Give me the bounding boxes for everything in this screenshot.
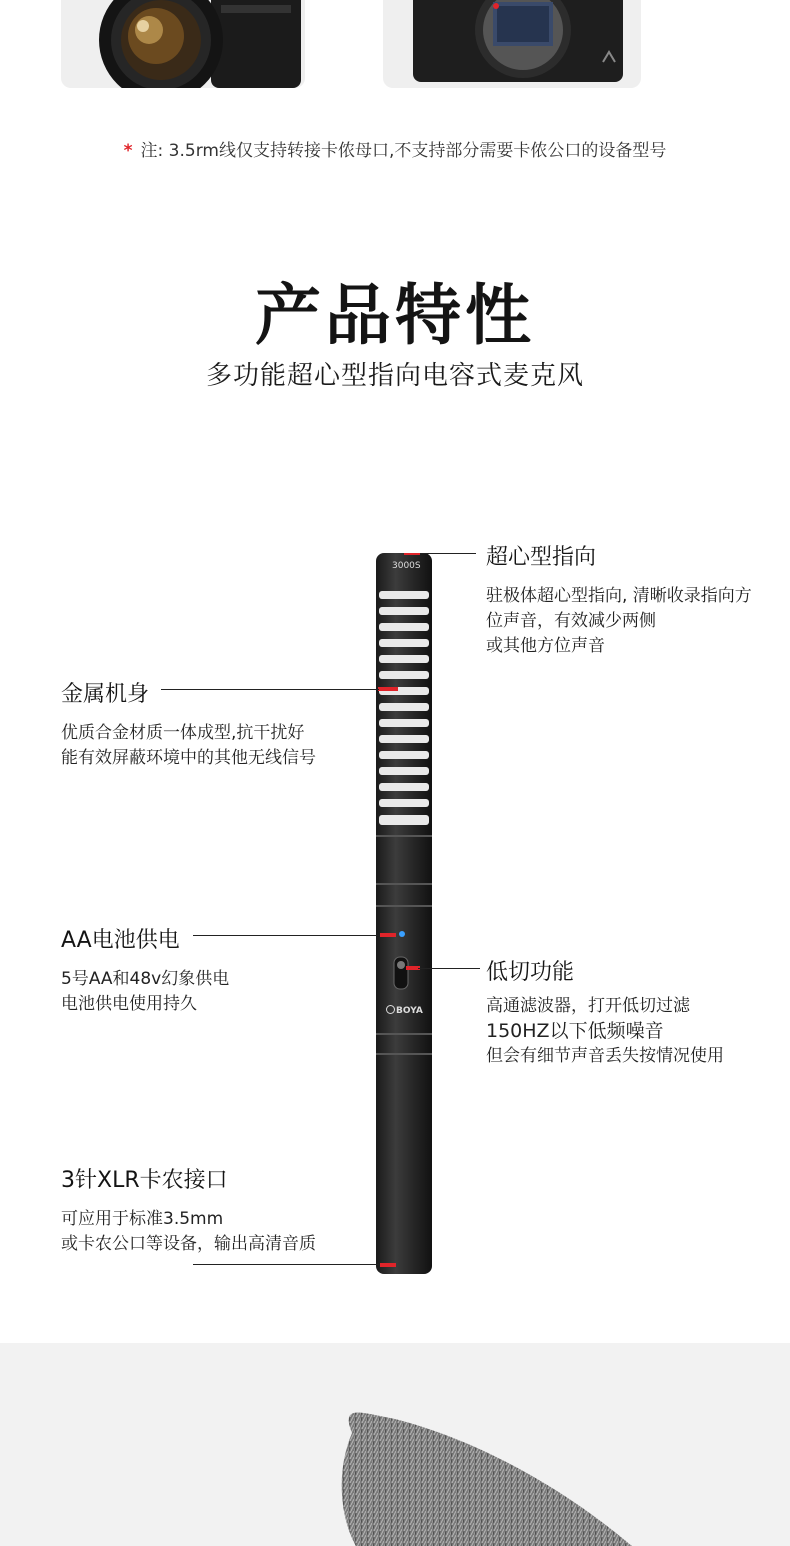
feature-desc-line: 5号AA和48v幻象供电 [61, 969, 230, 989]
windscreen-image-section [0, 1343, 790, 1546]
note-text: 注: 3.5rm线仅支持转接卡侬母口,不支持部分需要卡侬公口的设备型号 [140, 141, 667, 161]
camera-image-mirrorless [383, 0, 641, 88]
camera-image-dslr [61, 0, 305, 88]
shotgun-microphone-image [376, 553, 432, 1274]
feature-title-body: 金属机身 [61, 682, 150, 707]
mic-model-label: 3000S [392, 561, 421, 571]
feature-desc-lowcut [486, 994, 724, 1069]
callout-line-lowcut [418, 968, 480, 969]
feature-title-battery: AA电池供电 [61, 928, 180, 953]
feature-title-xlr: 3针XLR卡农接口 [61, 1168, 228, 1193]
brand-name: BOYA [396, 1006, 423, 1016]
asterisk-icon: * [123, 141, 133, 161]
feature-desc-line: 位声音，有效减少两侧 [486, 611, 656, 631]
callout-line-pattern [420, 553, 476, 554]
callout-line-xlr [193, 1264, 379, 1265]
brand-logo [386, 1005, 423, 1016]
feature-desc-line: 优质合金材质一体成型,抗干扰好 [61, 723, 305, 743]
feature-desc-line: 150HZ以下低频噪音 [486, 1020, 664, 1042]
callout-line-body [161, 689, 379, 690]
feature-desc-battery [61, 967, 229, 1017]
feature-desc-xlr [61, 1207, 316, 1257]
feature-desc-line: 能有效屏蔽环境中的其他无线信号 [61, 748, 316, 768]
feature-desc-line: 高通滤波器，打开低切过滤 [486, 996, 690, 1016]
feature-title-lowcut: 低切功能 [486, 960, 575, 985]
feature-desc-line: 或卡农公口等设备，输出高清音质 [61, 1234, 316, 1254]
feature-desc-line: 可应用于标准3.5mm [61, 1209, 224, 1229]
compatibility-note [0, 136, 790, 161]
feature-title-pattern: 超心型指向 [486, 545, 597, 570]
feature-desc-line: 或其他方位声音 [486, 636, 605, 656]
section-title: 产品特性 [255, 277, 535, 354]
feature-desc-line: 但会有细节声音丢失按情况使用 [486, 1046, 724, 1066]
feature-desc-line: 电池供电使用持久 [61, 994, 197, 1014]
callout-line-battery [193, 935, 379, 936]
brand-mark-icon [386, 1005, 395, 1014]
feature-desc-line: 驻极体超心型指向, 清晰收录指向方 [486, 586, 752, 606]
feature-desc-body [61, 721, 316, 771]
feature-desc-pattern [486, 584, 752, 659]
section-subtitle: 多功能超心型指向电容式麦克风 [205, 361, 584, 391]
furry-windscreen-icon [342, 1412, 640, 1546]
